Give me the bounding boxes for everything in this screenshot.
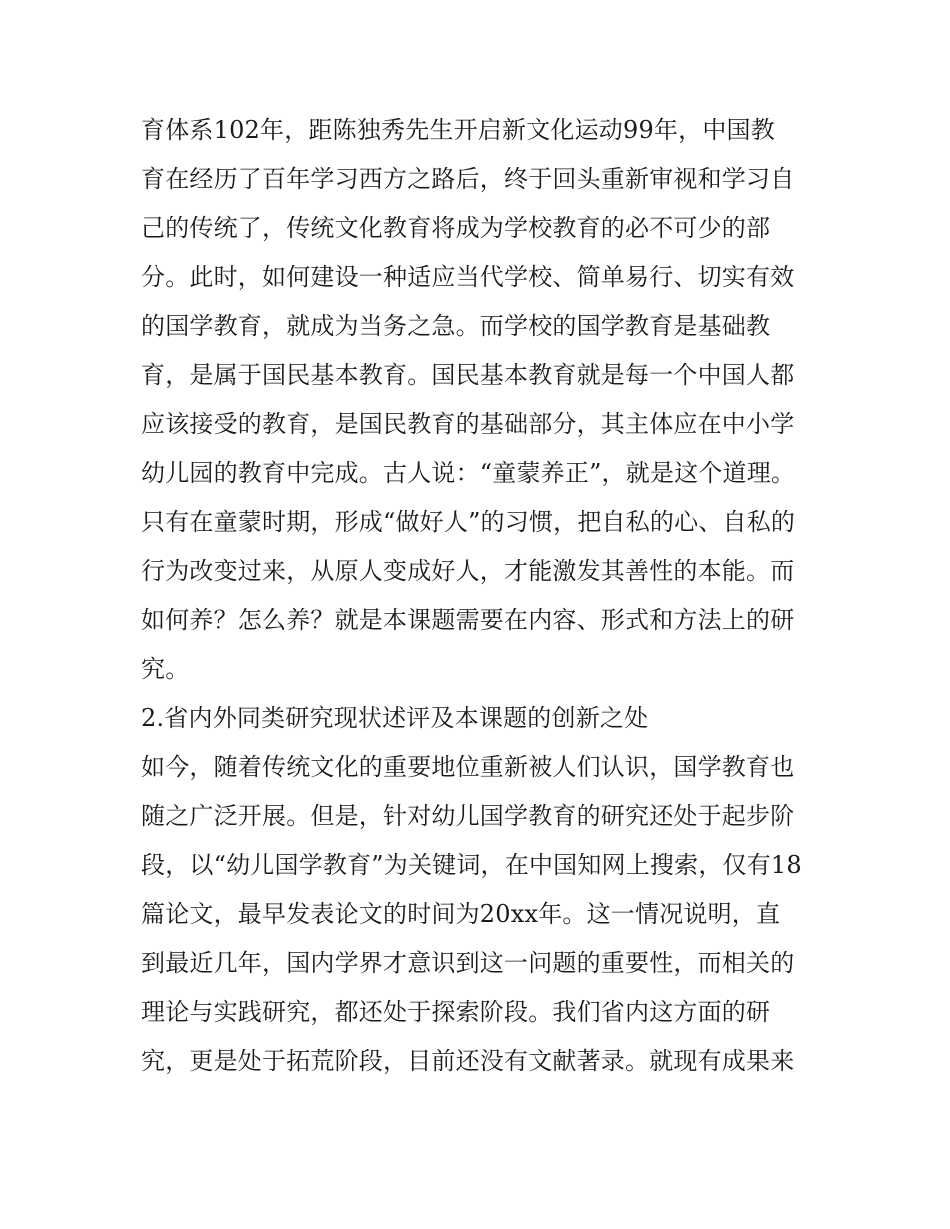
text-line: 幼儿园的教育中完成。古人说：“童蒙养正”，就是这个道理。 — [141, 459, 796, 487]
document-body — [141, 106, 821, 1086]
text-line: 行为改变过来，从原人变成好人，才能激发其善性的本能。而 — [141, 557, 795, 585]
text-line: 育在经历了百年学习西方之路后，终于回头重新审视和学习自 — [141, 165, 795, 193]
text-line: 分。此时，如何建设一种适应当代学校、简单易行、切实有效 — [141, 263, 795, 291]
text-line: 如何养？怎么养？就是本课题需要在内容、形式和方法上的研 — [141, 606, 795, 634]
text-line: 段，以“幼儿国学教育”为关键词，在中国知网上搜索，仅有18 — [141, 851, 802, 879]
text-line: 究。 — [141, 655, 190, 683]
text-line: 随之广泛开展。但是，针对幼儿国学教育的研究还处于起步阶 — [141, 802, 795, 830]
text-line: 只有在童蒙时期，形成“做好人”的习惯，把自私的心、自私的 — [141, 508, 796, 536]
text-line: 的国学教育，就成为当务之急。而学校的国学教育是基础教 — [141, 312, 771, 340]
text-line: 如今，随着传统文化的重要地位重新被人们认识，国学教育也 — [141, 753, 795, 781]
text-line: 理论与实践研究，都还处于探索阶段。我们省内这方面的研 — [141, 998, 771, 1026]
text-line: 育体系102年，距陈独秀先生开启新文化运动99年，中国教 — [141, 116, 775, 144]
text-line: 究，更是处于拓荒阶段，目前还没有文献著录。就现有成果来 — [141, 1047, 795, 1075]
text-line: 篇论文，最早发表论文的时间为20xx年。这一情况说明，直 — [141, 900, 781, 928]
text-line: 到最近几年，国内学界才意识到这一问题的重要性，而相关的 — [141, 949, 795, 977]
section-heading: 2.省内外同类研究现状述评及本课题的创新之处 — [141, 704, 649, 732]
text-line: 育，是属于国民基本教育。国民基本教育就是每一个中国人都 — [141, 361, 795, 389]
text-line: 应该接受的教育，是国民教育的基础部分，其主体应在中小学 — [141, 410, 795, 438]
text-line: 己的传统了，传统文化教育将成为学校教育的必不可少的部 — [141, 214, 771, 242]
